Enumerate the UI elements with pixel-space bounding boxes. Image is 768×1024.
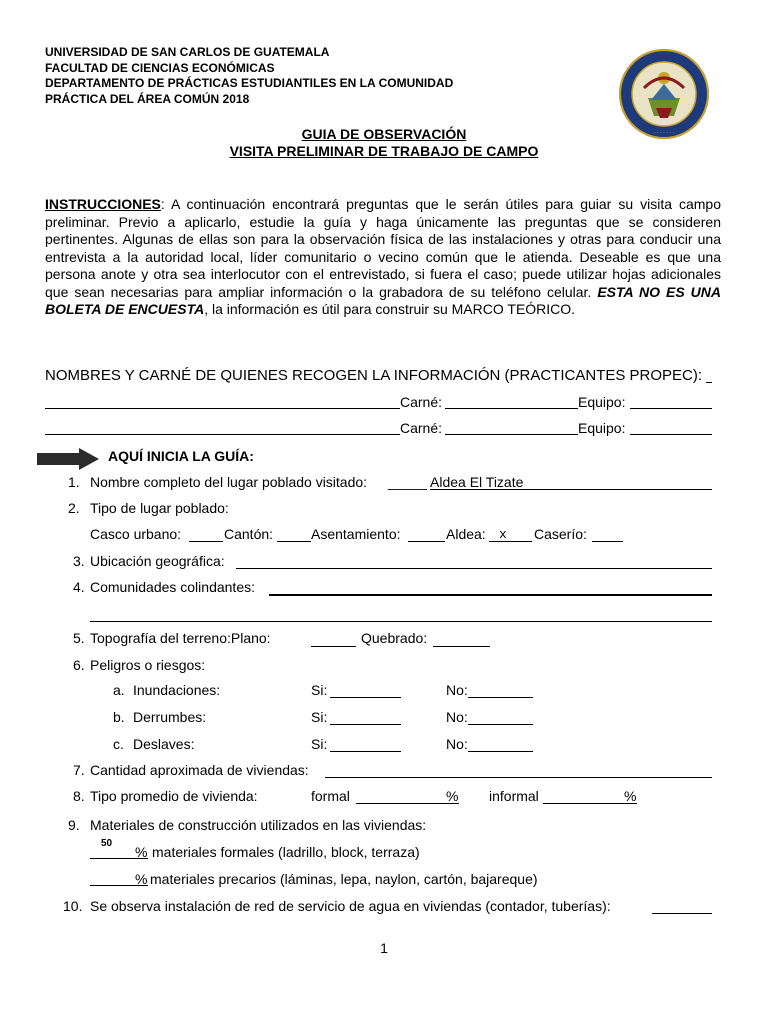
q6-number: 6.: [73, 657, 85, 673]
q6a-label: Inundaciones:: [133, 682, 221, 698]
q2-aldea-label: Aldea:: [446, 526, 486, 542]
q6b-no-field[interactable]: [468, 724, 533, 725]
q8-number: 8.: [73, 788, 85, 804]
instructions-label: INSTRUCCIONES: [45, 196, 161, 212]
q8-informal-field[interactable]: [543, 803, 637, 804]
header-practice: PRÁCTICA DEL ÁREA COMÚN 2018: [45, 91, 250, 106]
q6b-letter: b.: [113, 709, 125, 725]
q7-field[interactable]: [325, 777, 712, 778]
name-field-2[interactable]: [45, 434, 400, 435]
q1-label: Nombre completo del lugar poblado visitado:: [90, 474, 368, 490]
q7-label: Cantidad aproximada de viviendas:: [90, 762, 309, 778]
q2-canton-field[interactable]: [277, 541, 311, 542]
q1-answer-line: [430, 489, 712, 490]
q3-number: 3.: [73, 553, 85, 569]
q4-label: Comunidades colindantes:: [90, 579, 255, 595]
q6c-no-field[interactable]: [468, 751, 533, 752]
q2-casco-label: Casco urbano:: [90, 526, 182, 542]
institution-header: [45, 45, 453, 107]
q6-label: Peligros o riesgos:: [90, 657, 206, 673]
q6b-si-label: Si:: [311, 709, 328, 725]
names-label-blank[interactable]: [706, 382, 712, 383]
q9-precarios-pct: %: [135, 871, 148, 887]
q3-field[interactable]: [236, 568, 712, 569]
q2-aldea-mark[interactable]: x: [499, 527, 507, 542]
guide-title: GUIA DE OBSERVACIÓN: [301, 126, 467, 142]
q5-number: 5.: [73, 630, 85, 646]
q8-label: Tipo promedio de vivienda:: [90, 788, 258, 804]
instructions-emphasis: ESTA NO ES UNA BOLETA DE ENCUESTA: [45, 283, 721, 317]
q6b-no-label: No:: [446, 709, 468, 725]
q2-number: 2.: [68, 500, 80, 516]
q2-caserio-field[interactable]: [592, 541, 623, 542]
instructions-paragraph: [45, 196, 721, 319]
carne-field-1[interactable]: [445, 408, 578, 409]
svg-text:· · · · · · ·: · · · · · · ·: [654, 130, 674, 136]
q3-label: Ubicación geográfica:: [90, 553, 225, 569]
q6a-no-label: No:: [446, 682, 468, 698]
q5-quebrado-field[interactable]: [433, 646, 490, 647]
q8-formal-field[interactable]: [356, 803, 459, 804]
q6b-label: Derrumbes:: [133, 709, 207, 725]
q7-number: 7.: [73, 762, 85, 778]
q6a-si-field[interactable]: [330, 697, 401, 698]
q1-prefix-blank: _____: [388, 474, 427, 490]
equipo-field-2[interactable]: [630, 434, 712, 435]
q9-formal-pct: %: [135, 844, 148, 860]
q5-quebrado-label: Quebrado:: [361, 630, 428, 646]
q5-label: Topografía del terreno:Plano:: [90, 630, 271, 646]
carne-field-2[interactable]: [445, 434, 578, 435]
q6c-no-label: No:: [446, 736, 468, 752]
q2-asentamiento-field[interactable]: [408, 541, 445, 542]
names-label: NOMBRES Y CARNÉ DE QUIENES RECOGEN LA INFORMACIÓN (PRACTICANTES PROPEC):: [45, 367, 703, 384]
arrow-right-icon: [37, 448, 99, 475]
header-university: UNIVERSIDAD DE SAN CARLOS DE GUATEMALA: [45, 45, 330, 59]
q6a-si-label: Si:: [311, 682, 328, 698]
q5-plano-field[interactable]: [311, 646, 356, 647]
q9-precarios-text: materiales precarios (láminas, lepa, naylon, cartón, bajareque): [150, 871, 538, 887]
q4-number: 4.: [73, 579, 85, 595]
q10-label: Se observa instalación de red de servicio de agua en viviendas (contador, tuberías):: [90, 898, 611, 914]
q2-caserio-label: Caserío:: [534, 526, 587, 542]
guide-subtitle: VISITA PRELIMINAR DE TRABAJO DE CAMPO: [229, 143, 539, 159]
q6a-letter: a.: [113, 682, 125, 698]
header-faculty: FACULTAD DE CIENCIAS ECONÓMICAS: [45, 60, 275, 75]
q9-number: 9.: [68, 817, 80, 833]
q9-label: Materiales de construcción utilizados en las viviendas:: [90, 817, 427, 833]
guide-start-label: AQUÍ INICIA LA GUÍA:: [108, 448, 254, 464]
q8-informal-pct: %: [624, 788, 637, 804]
q6b-si-field[interactable]: [330, 724, 401, 725]
carne-label-2: Carné:: [400, 420, 443, 436]
name-field-1[interactable]: [45, 408, 400, 409]
q2-casco-field[interactable]: [189, 541, 223, 542]
instructions-text: : A continuación encontrará preguntas que le serán útiles para guiar su visita campo preliminar. Previo a aplicarlo, estudie la guía y haga únicamente las preguntas que se consideren pertinentes. Algunas de ellas son para la observación física de las instalaciones y otras para conducir una entrevista a la autoridad local, líder comunitario o vecino común que le atienda. Deseable es que una persona anote y otra sea interlocutor con el entrevistado, si fuera el caso; puede utilizar hojas adicionales que sean necesarias para ampliar información o la grabadora de su teléfono celular.: [45, 196, 721, 300]
q2-canton-label: Cantón:: [224, 526, 274, 542]
q8-formal-pct: %: [446, 788, 459, 804]
q9-formal-text: materiales formales (ladrillo, block, terraza): [152, 844, 420, 860]
q1-answer[interactable]: Aldea El Tizate: [430, 474, 524, 490]
instructions-text-end: , la información es útil para construir su MARCO TEÓRICO.: [204, 301, 576, 317]
q9-formal-value[interactable]: 50: [101, 838, 113, 849]
q10-field[interactable]: [652, 913, 712, 914]
q6c-label: Deslaves:: [133, 736, 195, 752]
q10-number: 10.: [63, 898, 83, 914]
q6c-si-field[interactable]: [330, 751, 401, 752]
q2-label: Tipo de lugar poblado:: [90, 500, 229, 516]
q8-formal-blank: ______: [356, 788, 403, 804]
page-number: 1: [380, 940, 388, 956]
q6a-no-field[interactable]: [468, 697, 533, 698]
q6c-si-label: Si:: [311, 736, 328, 752]
carne-label-1: Carné:: [400, 394, 443, 410]
q1-number: 1.: [68, 474, 80, 490]
q6c-letter: c.: [113, 736, 124, 752]
q4-field[interactable]: [269, 594, 712, 596]
header-department: DEPARTAMENTO DE PRÁCTICAS ESTUDIANTILES EN LA COMUNIDAD: [45, 76, 454, 90]
equipo-label-1: Equipo:: [578, 394, 626, 410]
q2-asentamiento-label: Asentamiento:: [311, 526, 401, 542]
q8-informal-label: informal: [489, 788, 539, 804]
q8-formal-label: formal: [311, 788, 350, 804]
q4-field-extra[interactable]: [90, 621, 712, 622]
equipo-label-2: Equipo:: [578, 420, 626, 436]
equipo-field-1[interactable]: [630, 408, 712, 409]
q2-aldea-field: [489, 541, 532, 542]
